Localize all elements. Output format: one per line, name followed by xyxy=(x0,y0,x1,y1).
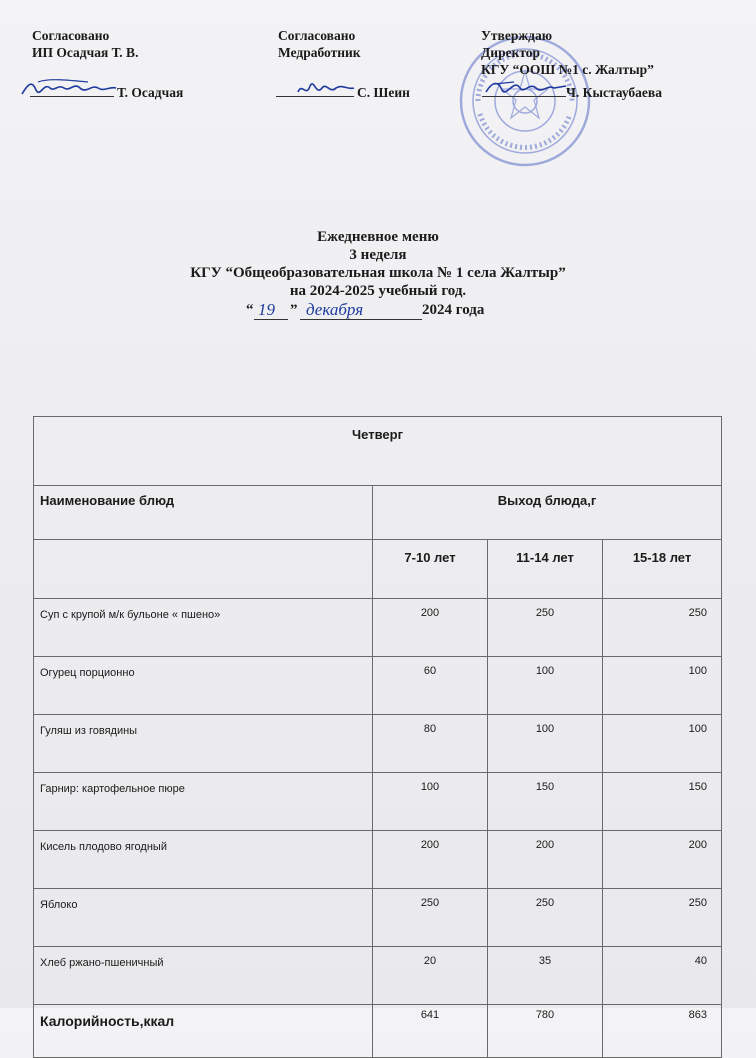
date-open-quote: “ xyxy=(246,302,254,318)
school-year: на 2024-2025 учебный год. xyxy=(289,283,467,299)
portion-value: 250 xyxy=(488,889,603,947)
portion-value: 40 xyxy=(603,947,722,1005)
approval-block-3 xyxy=(481,27,654,78)
portion-value: 200 xyxy=(603,831,722,889)
approval-label: Согласовано xyxy=(278,28,356,43)
portion-value: 200 xyxy=(373,599,488,657)
table-row xyxy=(34,773,722,831)
approval-position: ИП Осадчая Т. В. xyxy=(32,45,139,60)
dish-name-header: Наименование блюд xyxy=(34,486,373,540)
approval-block-1 xyxy=(32,27,138,61)
table-row xyxy=(34,599,722,657)
portion-value: 150 xyxy=(488,773,603,831)
dish-name: Огурец порционно xyxy=(34,657,373,715)
portion-value: 250 xyxy=(603,599,722,657)
portion-value: 100 xyxy=(603,715,722,773)
date-close-quote: ” xyxy=(290,302,298,318)
approval-block-2 xyxy=(278,27,361,61)
approval-signatory: Ч. Кыстаубаева xyxy=(566,85,662,100)
portion-value: 200 xyxy=(373,831,488,889)
dish-name: Суп с крупой м/к бульоне « пшено» xyxy=(34,599,373,657)
dish-name: Яблоко xyxy=(34,889,373,947)
handwritten-signature-1 xyxy=(18,76,118,102)
portion-value: 20 xyxy=(373,947,488,1005)
school-name: КГУ “Общеобразовательная школа № 1 села Жалтыр” xyxy=(190,265,566,281)
calories-value: 641 xyxy=(373,1005,488,1058)
table-row xyxy=(34,831,722,889)
table-row xyxy=(34,657,722,715)
menu-date xyxy=(246,300,516,326)
calories-row xyxy=(34,1005,722,1058)
portion-value: 250 xyxy=(373,889,488,947)
handwritten-signature-3 xyxy=(484,76,568,100)
age-group-header: 7-10 лет xyxy=(373,540,488,599)
approval-position: Медработник xyxy=(278,45,361,60)
portion-output-header: Выход блюда,г xyxy=(373,486,722,540)
approval-position: Директор xyxy=(481,45,541,60)
calories-label: Калорийность,ккал xyxy=(34,1005,373,1058)
portion-value: 100 xyxy=(488,657,603,715)
portion-value: 250 xyxy=(603,889,722,947)
portion-value: 60 xyxy=(373,657,488,715)
portion-value: 100 xyxy=(603,657,722,715)
approval-signatory: С. Шеин xyxy=(357,85,410,100)
menu-table xyxy=(33,416,722,1058)
approval-label: Согласовано xyxy=(32,28,110,43)
age-group-header: 11-14 лет xyxy=(488,540,603,599)
handwritten-signature-2 xyxy=(296,78,356,100)
calories-value: 780 xyxy=(488,1005,603,1058)
table-row xyxy=(34,889,722,947)
dish-name: Гарнир: картофельное пюре xyxy=(34,773,373,831)
portion-value: 150 xyxy=(603,773,722,831)
dish-name: Гуляш из говядины xyxy=(34,715,373,773)
table-row xyxy=(34,947,722,1005)
day-of-week: Четверг xyxy=(34,417,722,486)
approval-signatory: Т. Осадчая xyxy=(117,85,184,100)
portion-value: 250 xyxy=(488,599,603,657)
table-row xyxy=(34,715,722,773)
dish-name: Хлеб ржано-пшеничный xyxy=(34,947,373,1005)
portion-value: 100 xyxy=(488,715,603,773)
age-group-header: 15-18 лет xyxy=(603,540,722,599)
approval-org: КГУ “ООШ №1 с. Жалтыр” xyxy=(481,62,654,77)
portion-value: 200 xyxy=(488,831,603,889)
portion-value: 100 xyxy=(373,773,488,831)
date-month: декабря xyxy=(306,300,364,319)
empty-header-cell xyxy=(34,540,373,599)
menu-title: Ежедневное меню xyxy=(317,229,439,245)
menu-week: 3 неделя xyxy=(349,247,407,263)
portion-value: 35 xyxy=(488,947,603,1005)
dish-name: Кисель плодово ягодный xyxy=(34,831,373,889)
approval-label: Утверждаю xyxy=(481,28,553,43)
date-year: 2024 года xyxy=(422,302,485,318)
portion-value: 80 xyxy=(373,715,488,773)
date-day: 19 xyxy=(258,300,275,319)
calories-value: 863 xyxy=(603,1005,722,1058)
